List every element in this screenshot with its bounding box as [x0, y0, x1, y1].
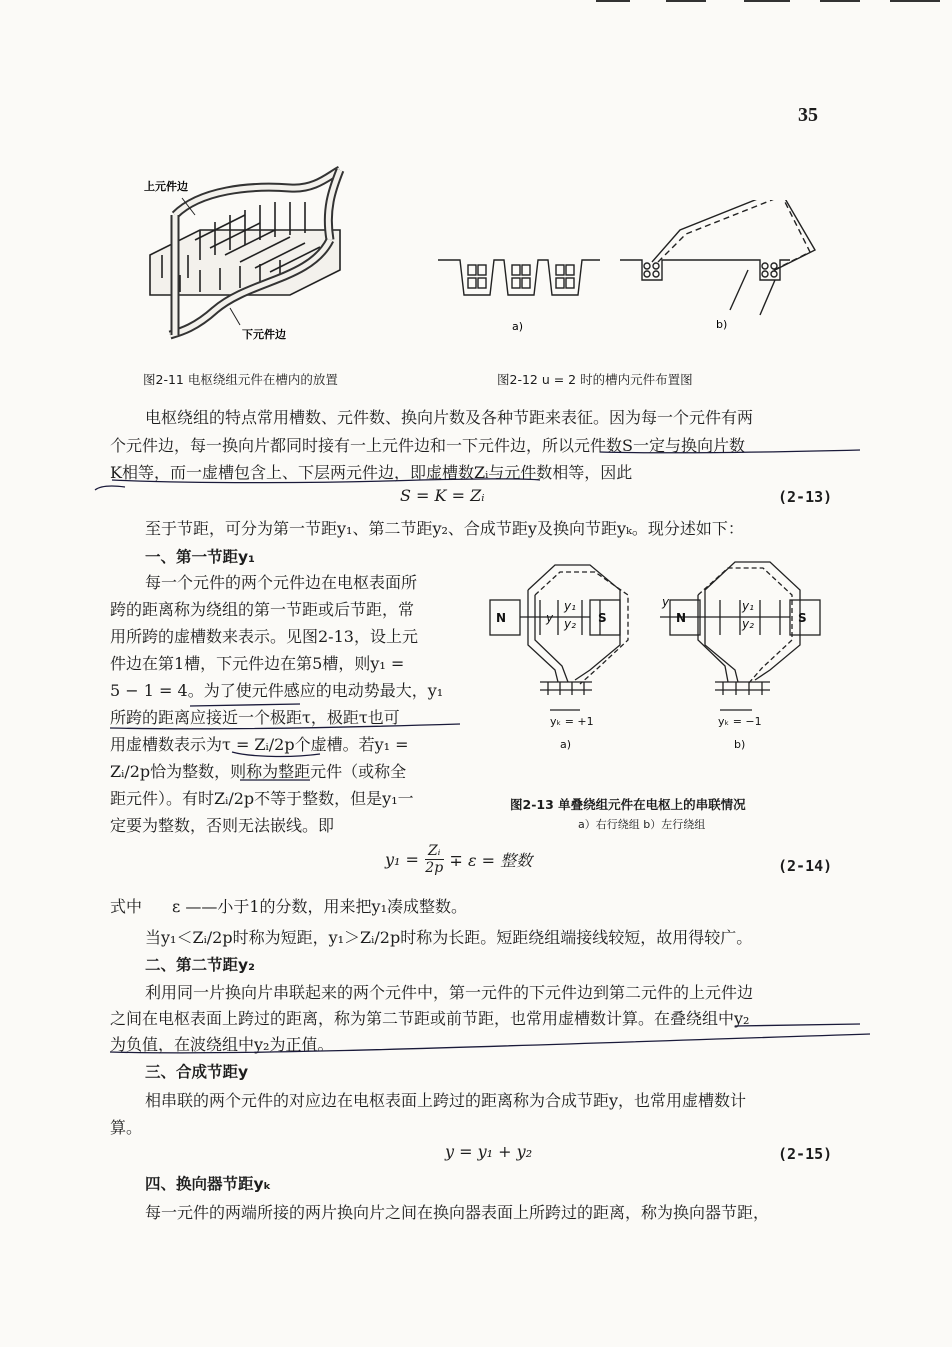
fig213a-sublabel: a): [560, 738, 572, 751]
top-rule: [820, 0, 860, 2]
text-line: 每一个元件的两个元件边在电枢表面所: [145, 573, 418, 592]
fig213a-S: S: [598, 611, 607, 625]
equation-2-14: [385, 843, 532, 876]
text-line: Zᵢ/2p恰为整数，则称为整距元件（或称全: [110, 762, 407, 781]
fig213b-yk: yₖ = −1: [718, 715, 762, 728]
equation-2-14-lhs: y₁ =: [385, 850, 419, 869]
where-text: ε ——小于1的分数，用来把y₁凑成整数。: [172, 897, 468, 916]
text-line: 跨的距离称为绕组的第一节距或后节距，常: [110, 600, 415, 619]
text-line: 5 − 1 = 4。为了使元件感应的电动势最大，y₁: [110, 681, 444, 700]
paragraph-line: 为负值，在波绕组中y₂为正值。: [110, 1035, 334, 1054]
text-line: 件边在第1槽，下元件边在第5槽，则y₁ =: [110, 654, 405, 673]
figure-2-13: [480, 550, 840, 760]
fig213a-y1: y₁: [564, 599, 576, 613]
paragraph-line: 当y₁＜Zᵢ/2p时称为短距，y₁＞Zᵢ/2p时称为长距。短距绕组端接线较短，故用得较广。: [145, 928, 753, 947]
top-rule: [744, 0, 790, 2]
figure-2-12a-label: a): [512, 320, 524, 333]
fig213b-y2: y₂: [742, 617, 754, 631]
paragraph-line: 电枢绕组的特点常用槽数、元件数、换向片数及各种节距来表征。因为每一个元件有两: [145, 408, 754, 427]
equation-2-14-numerator: Zᵢ: [425, 843, 444, 860]
section-heading-1: 一、第一节距y₁: [145, 548, 255, 566]
fig213a-N: N: [496, 611, 507, 625]
text-line: 用所跨的虚槽数来表示。见图2-13，设上元: [110, 627, 418, 646]
equation-2-13: S = K = Zᵢ: [400, 486, 485, 505]
fig213a-y2: y₂: [564, 617, 576, 631]
equation-2-14-rhs: ∓ ε = 整数: [449, 851, 533, 870]
top-rule: [890, 0, 940, 2]
text-line: 距元件）。有时Zᵢ/2p不等于整数，但是y₁一: [110, 789, 414, 808]
figure-2-12-caption: 图2-12 u = 2 时的槽内元件布置图: [497, 372, 693, 387]
paragraph-line: 相串联的两个元件的对应边在电枢表面上跨过的距离称为合成节距y，也常用虚槽数计: [145, 1091, 747, 1110]
section-heading-2: 二、第二节距y₂: [145, 956, 255, 974]
figure-2-13-caption: 图2-13 单叠绕组元件在电枢上的串联情况: [510, 797, 746, 812]
top-rule: [596, 0, 630, 2]
top-rule: [666, 0, 706, 2]
figure-2-11-caption: 图2-11 电枢绕组元件在槽内的放置: [143, 372, 338, 387]
text-line: 用虚槽数表示为τ = Zᵢ/2p个虚槽。若y₁ =: [110, 735, 409, 754]
equation-2-15: y = y₁ + y₂: [445, 1142, 533, 1161]
paragraph-line: 利用同一片换向片串联起来的两个元件中，第一元件的下元件边到第二元件的上元件边: [145, 983, 754, 1002]
figure-2-12b-label: b): [716, 318, 728, 331]
fig213b-N: N: [676, 611, 687, 625]
where-label: 式中: [110, 897, 143, 916]
fig213b-sublabel: b): [734, 738, 746, 751]
paragraph-line: 每一元件的两端所接的两片换向片之间在换向器表面上所跨过的距离，称为换向器节距，: [145, 1203, 770, 1222]
section-heading-3: 三、合成节距y: [145, 1063, 249, 1081]
figure-2-11: [140, 160, 370, 350]
figure-2-13-subcaption: a）右行绕组 b）左行绕组: [578, 818, 706, 831]
fig213a-y: y: [546, 611, 554, 625]
section-1-text: [110, 570, 470, 840]
fig213a-yk: yₖ = +1: [550, 715, 594, 728]
text-line: 所跨的距离应接近一个极距τ，极距τ也可: [110, 708, 400, 727]
figure-2-12: [430, 200, 850, 340]
page-number: 35: [798, 104, 818, 126]
label-upper-coil-side: 上元件边: [144, 180, 188, 193]
equation-2-13-number: (2-13): [778, 488, 833, 506]
fig213b-S: S: [798, 611, 807, 625]
section-heading-4: 四、换向器节距yₖ: [145, 1175, 272, 1193]
fig213b-y1: y₁: [742, 599, 754, 613]
equation-2-15-number: (2-15): [778, 1145, 833, 1163]
equation-2-14-denominator: 2p: [425, 860, 444, 876]
label-lower-coil-side: 下元件边: [242, 328, 286, 341]
paragraph-line: 之间在电枢表面上跨过的距离，称为第二节距或前节距，也常用虚槽数计算。在叠绕组中y₂: [110, 1009, 750, 1028]
text-line: 定要为整数，否则无法嵌线。即: [110, 816, 335, 835]
paragraph-line: 至于节距，可分为第一节距y₁、第二节距y₂、合成节距y及换向节距yₖ。现分述如下：: [145, 519, 744, 538]
equation-2-14-number: (2-14): [778, 857, 833, 875]
fig213b-y: y: [662, 595, 670, 609]
paragraph-line: K相等，而一虚槽包含上、下层两元件边，即虚槽数Zᵢ与元件数相等，因此: [110, 463, 633, 482]
paragraph-line: 算。: [110, 1118, 143, 1137]
paragraph-line: 个元件边，每一换向片都同时接有一上元件边和一下元件边，所以元件数S一定与换向片数: [110, 436, 745, 455]
